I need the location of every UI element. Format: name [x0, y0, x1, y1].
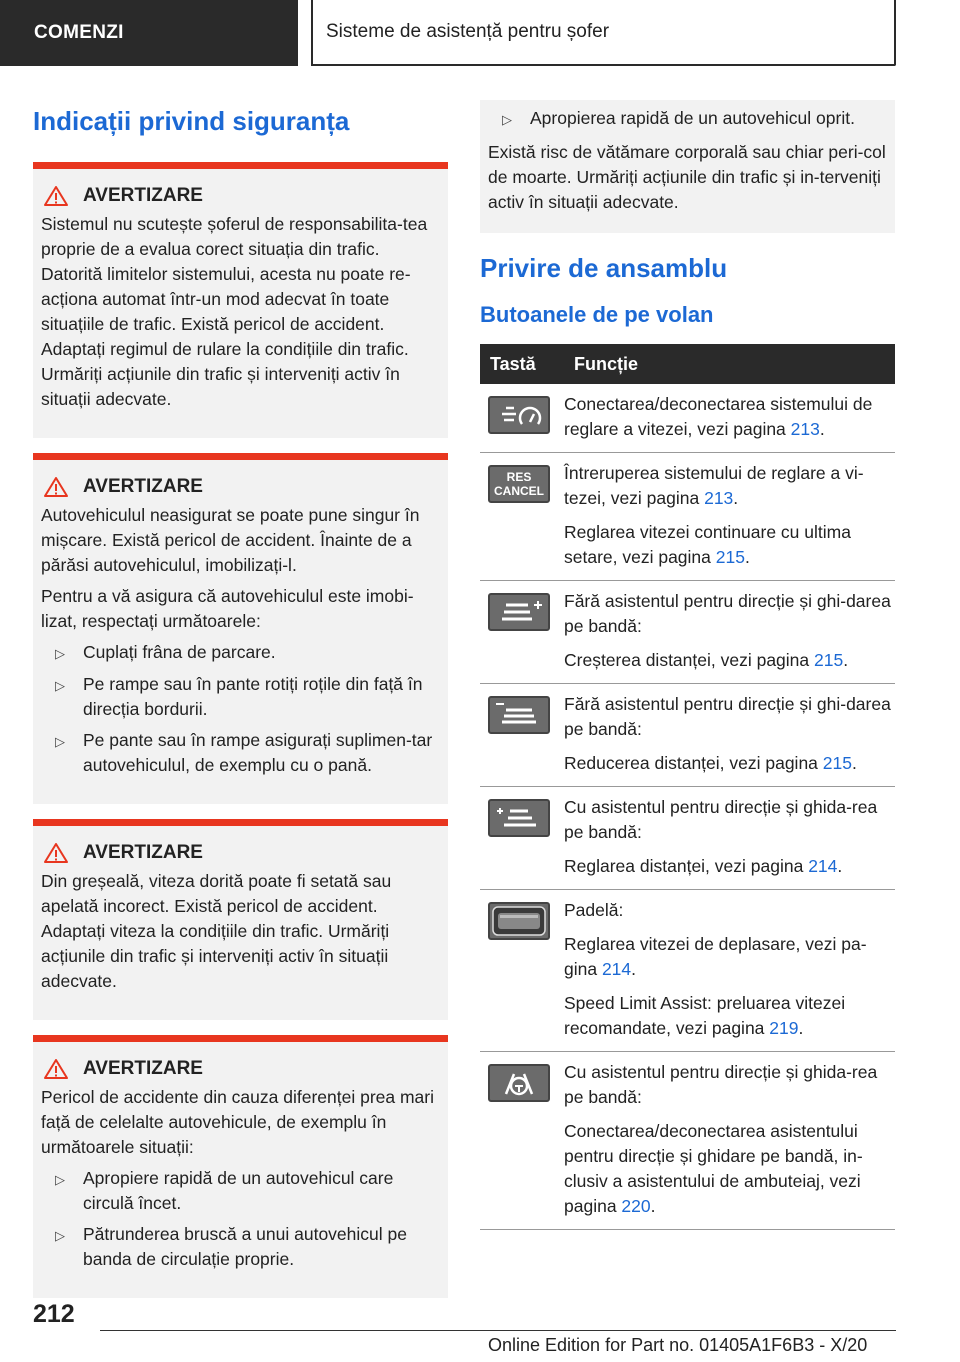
warning-continuation — [480, 100, 895, 233]
function-cell — [564, 384, 895, 453]
warning-box — [33, 1035, 448, 1298]
chapter-tab[interactable]: COMENZI — [0, 0, 298, 66]
warning-triangle-icon — [43, 842, 69, 864]
svg-text:CANCEL: CANCEL — [494, 484, 544, 498]
steering-buttons-heading: Butoanele de pe volan — [480, 302, 714, 327]
function-cell — [564, 1052, 895, 1230]
warning-triangle-icon — [43, 185, 69, 207]
warning-text: Pentru a vă asigura că autovehiculul este imobi-lizat, respectați următoarele: — [41, 586, 414, 631]
distance-minus-icon — [488, 696, 550, 734]
right-column — [480, 100, 895, 1230]
list-item: ▷ Pe rampe sau în pante rotiți roțile din față în direcția bordurii. — [41, 672, 440, 722]
warning-text: Există risc de vătămare corporală sau chiar peri-col de moarte. Urmăriți acțiunile din trafic și in-terveniți activ în situații adecvate. — [488, 142, 886, 212]
list-item: ▷ Pătrunderea bruscă a unui autovehicul pe banda de circulație proprie. — [41, 1222, 440, 1272]
bullet-triangle-icon: ▷ — [502, 112, 512, 127]
buttons-table — [480, 344, 895, 1230]
key-cell — [480, 581, 564, 684]
steering-assist-icon — [488, 1064, 550, 1102]
table-row — [480, 384, 895, 453]
page-link[interactable]: 215 — [822, 753, 852, 773]
warning-text: Autovehiculul neasigurat se poate pune singur în mișcare. Există pericol de accident. Înainte de a părăsi autovehiculul, imobilizați-l. — [41, 505, 420, 575]
page-header — [0, 0, 896, 66]
warning-text: Pericol de accidente din cauza diferenței prea mari față de celelalte autovehicule, de exemplu în următoarele situații: — [41, 1087, 434, 1157]
warning-title: AVERTIZARE — [41, 183, 440, 208]
function-cell — [564, 890, 895, 1052]
bullet-triangle-icon: ▷ — [55, 1172, 65, 1187]
function-text: Conectarea/deconectarea sistemului de reglare a vitezei, vezi pagina 213. — [564, 394, 873, 439]
left-column — [33, 100, 448, 1313]
list-item: ▷ Apropiere rapidă de un autovehicul care circulă încet. — [41, 1166, 440, 1216]
section-title: Sisteme de asistență pentru șofer — [311, 0, 896, 66]
function-text: Creșterea distanței, vezi pagina 215. — [564, 650, 849, 670]
key-cell — [480, 787, 564, 890]
warning-title: AVERTIZARE — [41, 840, 440, 865]
svg-text:RES: RES — [506, 470, 532, 484]
function-text: Reglarea distanței, vezi pagina 214. — [564, 856, 843, 876]
table-row — [480, 581, 895, 684]
function-text: Speed Limit Assist: preluarea vitezei recomandate, vezi pagina 219. — [564, 993, 846, 1038]
function-text: Reglarea vitezei continuare cu ultima setare, vezi pagina 215. — [564, 522, 851, 567]
warning-triangle-icon — [43, 476, 69, 498]
edition-note: Online Edition for Part no. 01405A1F6B3 - X/20 — [488, 1335, 868, 1355]
function-cell — [564, 787, 895, 890]
table-row — [480, 1052, 895, 1230]
table-row — [480, 684, 895, 787]
warning-text: Sistemul nu scutește șoferul de responsabilita-tea proprie de a evalua corect situația din trafic. Datorită limitelor sistemului, acesta nu poate re-acționa automat într-un mod adecvat în toate situațiile de trafic. Există pericol de accident. Adaptați regimul de rulare la condițiile din trafic. Urmăriți acțiunile din trafic și interveniți activ în situații adecvate. — [41, 214, 428, 409]
key-cell — [480, 890, 564, 1052]
list-item: ▷ Apropierea rapidă de un autovehicul oprit. — [488, 106, 887, 132]
page-link[interactable]: 215 — [715, 547, 745, 567]
key-cell — [480, 1052, 564, 1230]
cruise-control-icon — [488, 396, 550, 434]
key-cell — [480, 684, 564, 787]
function-text: Padelă: — [564, 900, 624, 920]
bullet-triangle-icon: ▷ — [55, 1228, 65, 1243]
distance-adjust-icon — [488, 799, 550, 837]
list-item: ▷ Cuplați frâna de parcare. — [41, 640, 440, 666]
warning-box — [33, 819, 448, 1020]
table-row — [480, 787, 895, 890]
page-link[interactable]: 219 — [769, 1018, 799, 1038]
footer-divider — [100, 1330, 896, 1331]
safety-heading: Indicații privind siguranța — [33, 106, 350, 136]
function-text: Fără asistentul pentru direcție și ghi-darea pe bandă: — [564, 694, 891, 739]
page-link[interactable]: 213 — [704, 488, 734, 508]
res-cancel-icon — [488, 465, 550, 503]
function-text: Reducerea distanței, vezi pagina 215. — [564, 753, 857, 773]
page-link[interactable]: 214 — [601, 959, 632, 979]
key-cell — [480, 453, 564, 581]
page-number: 212 — [33, 1300, 75, 1328]
function-text: Conectarea/deconectarea asistentului pentru direcție și ghidare pe bandă, in-clusiv a asistentului de ambuteiaj, vezi pagina 220. — [564, 1121, 863, 1216]
bullet-triangle-icon: ▷ — [55, 646, 65, 661]
page-link[interactable]: 215 — [814, 650, 844, 670]
rocker-paddle-icon — [488, 902, 550, 940]
list-item: ▷ Pe pante sau în rampe asigurați suplimen-tar autovehiculul, de exemplu cu o pană. — [41, 728, 440, 778]
overview-heading: Privire de ansamblu — [480, 253, 728, 283]
page-link[interactable]: 220 — [621, 1196, 651, 1216]
table-row — [480, 890, 895, 1052]
key-cell — [480, 384, 564, 453]
warning-title: AVERTIZARE — [41, 474, 440, 499]
warning-text: Din greșeală, viteza dorită poate fi setată sau apelată incorect. Există pericol de accident. Adaptați viteza la condițiile din trafic. Urmăriți acțiunile din trafic și interveniți activ în situații adecvate. — [41, 871, 392, 991]
warning-box — [33, 453, 448, 804]
function-text: Reglarea vitezei de deplasare, vezi pa-gina 214. — [564, 934, 867, 979]
function-cell — [564, 453, 895, 581]
function-text: Fără asistentul pentru direcție și ghi-darea pe bandă: — [564, 591, 891, 636]
bullet-triangle-icon: ▷ — [55, 734, 65, 749]
warning-title: AVERTIZARE — [41, 1056, 440, 1081]
column-header-function: Funcție — [564, 344, 895, 384]
warning-triangle-icon — [43, 1058, 69, 1080]
page-link[interactable]: 214 — [808, 856, 838, 876]
bullet-triangle-icon: ▷ — [55, 678, 65, 693]
column-header-key: Tastă — [480, 344, 564, 384]
function-text: Întreruperea sistemului de reglare a vi-tezei, vezi pagina 213. — [564, 463, 864, 508]
distance-plus-icon — [488, 593, 550, 631]
function-cell — [564, 581, 895, 684]
table-row — [480, 453, 895, 581]
function-cell — [564, 684, 895, 787]
warning-box — [33, 162, 448, 438]
page-link[interactable]: 213 — [790, 419, 820, 439]
warnings-list — [33, 162, 448, 1298]
function-text: Cu asistentul pentru direcție și ghida-rea pe bandă: — [564, 797, 878, 842]
function-text: Cu asistentul pentru direcție și ghida-rea pe bandă: — [564, 1062, 878, 1107]
